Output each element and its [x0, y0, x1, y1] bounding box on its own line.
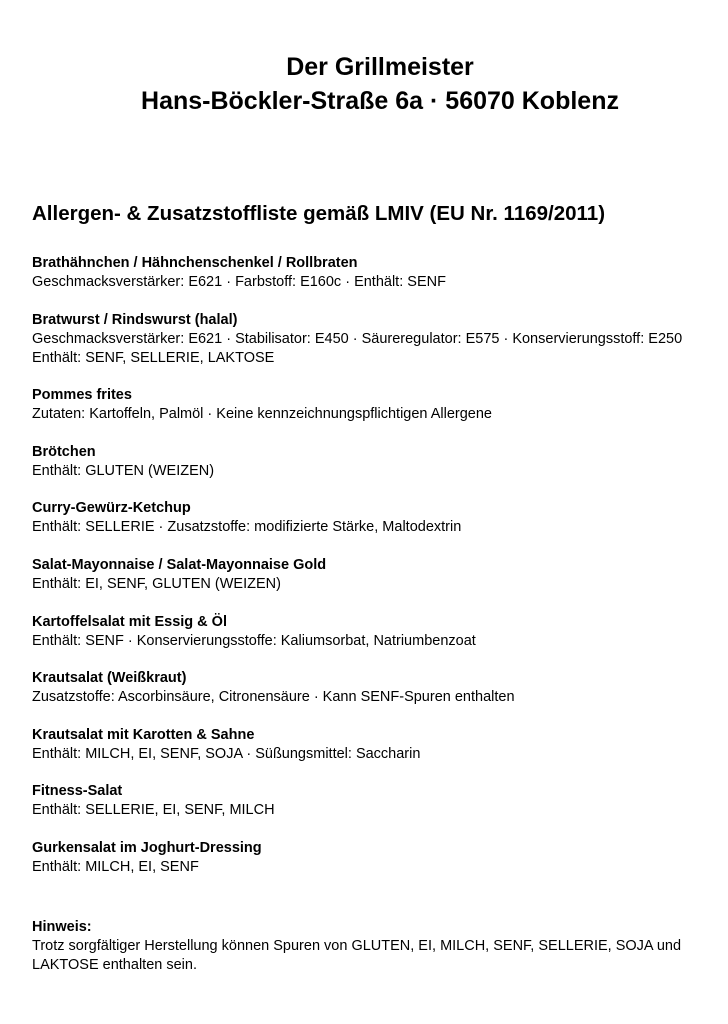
item-name: Fitness-Salat — [32, 783, 123, 800]
item-detail: Geschmacksverstärker: E621 · Farbstoff: E160c · Enthält: SENF — [32, 274, 446, 290]
list-item — [32, 386, 712, 424]
item-name: Krautsalat mit Karotten & Sahne — [32, 726, 255, 743]
item-detail: Enthält: GLUTEN (WEIZEN) — [32, 462, 215, 479]
item-name: Brötchen — [32, 443, 96, 460]
item-detail: Enthält: SELLERIE, EI, SENF, MILCH — [32, 802, 275, 819]
business-address: Hans-Böckler-Straße 6a · 56070 Koblenz — [141, 87, 619, 115]
item-detail: Enthält: SENF, SELLERIE, LAKTOSE — [32, 349, 275, 366]
list-item — [32, 556, 712, 594]
list-item — [32, 443, 712, 481]
item-name: Curry-Gewürz-Ketchup — [32, 500, 191, 517]
item-detail: Enthält: SELLERIE · Zusatzstoffe: modifizierte Stärke, Maltodextrin — [32, 519, 462, 536]
item-detail: Enthält: EI, SENF, GLUTEN (WEIZEN) — [32, 575, 281, 592]
item-detail: Enthält: SENF · Konservierungsstoffe: Kaliumsorbat, Natriumbenzoat — [32, 632, 476, 649]
item-detail: Enthält: MILCH, EI, SENF — [32, 858, 199, 875]
list-item — [32, 254, 712, 292]
hint-text: Trotz sorgfältiger Herstellung können Spuren von GLUTEN, EI, MILCH, SENF, SELLERIE, SOJA und LAKTOSE enthalten sein. — [32, 938, 682, 973]
list-item — [32, 782, 712, 820]
business-name: Der Grillmeister — [286, 53, 474, 81]
item-detail: Geschmacksverstärker: E621 · Stabilisator: E450 · Säureregulator: E575 · Konservierungsstoff: E250 — [32, 330, 683, 347]
item-detail: Enthält: MILCH, EI, SENF, SOJA · Süßungsmittel: Saccharin — [32, 745, 421, 762]
item-detail: Zutaten: Kartoffeln, Palmöl · Keine kennzeichnungspflichtigen Allergene — [32, 406, 492, 423]
list-item — [32, 669, 712, 707]
hint-label: Hinweis: — [32, 919, 92, 935]
item-name: Kartoffelsalat mit Essig & Öl — [32, 613, 227, 630]
list-item — [32, 311, 712, 368]
list-item — [32, 839, 712, 877]
allergen-list — [32, 254, 712, 896]
list-item — [32, 499, 712, 537]
item-name: Salat-Mayonnaise / Salat-Mayonnaise Gold — [32, 556, 327, 573]
list-item — [32, 613, 712, 651]
item-name: Pommes frites — [32, 387, 132, 404]
item-detail: Zusatzstoffe: Ascorbinsäure, Citronensäure · Kann SENF-Spuren enthalten — [32, 689, 515, 706]
document-header — [0, 50, 728, 118]
item-name: Gurkensalat im Joghurt-Dressing — [32, 839, 262, 856]
document-title: Allergen- & Zusatzstoffliste gemäß LMIV (EU Nr. 1169/2011) — [32, 202, 606, 225]
item-name: Bratwurst / Rindswurst (halal) — [32, 311, 238, 328]
item-name: Krautsalat (Weißkraut) — [32, 670, 187, 687]
item-name: Brathähnchen / Hähnchenschenkel / Rollbraten — [32, 255, 358, 271]
list-item — [32, 726, 712, 764]
hint-note — [32, 918, 712, 975]
